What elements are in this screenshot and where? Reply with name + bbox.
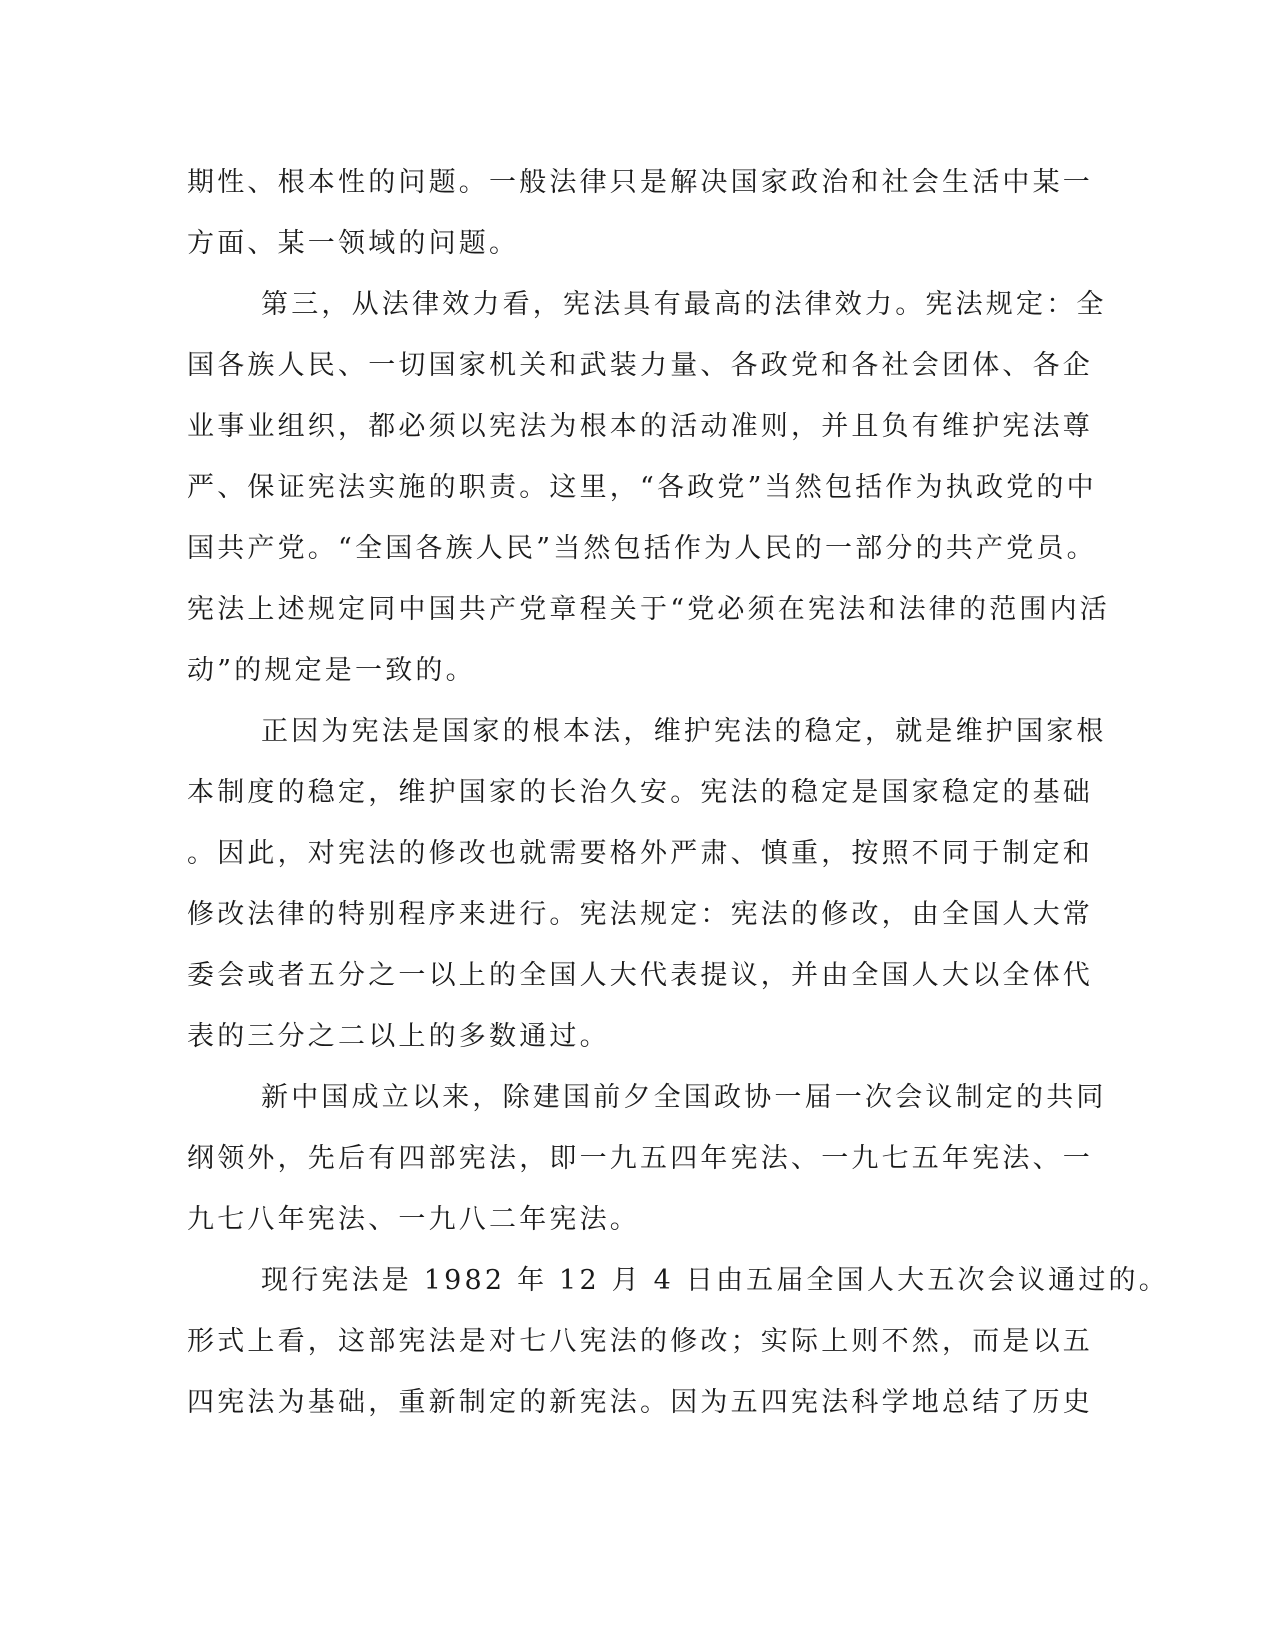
text-line: 新中国成立以来，除建国前夕全国政协一届一次会议制定的共同 bbox=[261, 1082, 1107, 1113]
text-line: 纲领外，先后有四部宪法，即一九五四年宪法、一九七五年宪法、一 bbox=[187, 1143, 1093, 1174]
text-line: 本制度的稳定，维护国家的长治久安。宪法的稳定是国家稳定的基础 bbox=[187, 777, 1093, 808]
text-line: 严、保证宪法实施的职责。这里，“各政党”当然包括作为执政党的中 bbox=[187, 472, 1097, 503]
text-line: 国共产党。“全国各族人民”当然包括作为人民的一部分的共产党员。 bbox=[187, 533, 1097, 564]
text-line: 期性、根本性的问题。一般法律只是解决国家政治和社会生活中某一 bbox=[187, 167, 1093, 198]
text-line: 九七八年宪法、一九八二年宪法。 bbox=[187, 1204, 640, 1235]
text-line: 。因此，对宪法的修改也就需要格外严肃、慎重，按照不同于制定和 bbox=[187, 838, 1093, 869]
text-line: 正因为宪法是国家的根本法，维护宪法的稳定，就是维护国家根 bbox=[261, 716, 1107, 747]
text-line: 动”的规定是一致的。 bbox=[187, 655, 476, 686]
text-line: 修改法律的特别程序来进行。宪法规定：宪法的修改，由全国人大常 bbox=[187, 899, 1093, 930]
text-line: 委会或者五分之一以上的全国人大代表提议，并由全国人大以全体代 bbox=[187, 960, 1093, 991]
text-line: 第三，从法律效力看，宪法具有最高的法律效力。宪法规定：全 bbox=[261, 289, 1107, 320]
text-line: 方面、某一领域的问题。 bbox=[187, 228, 520, 259]
text-line: 业事业组织，都必须以宪法为根本的活动准则，并且负有维护宪法尊 bbox=[187, 411, 1093, 442]
text-line: 形式上看，这部宪法是对七八宪法的修改；实际上则不然，而是以五 bbox=[187, 1326, 1093, 1357]
text-line: 宪法上述规定同中国共产党章程关于“党必须在宪法和法律的范围内活 bbox=[187, 594, 1111, 625]
text-line: 表的三分之二以上的多数通过。 bbox=[187, 1021, 610, 1052]
text-line: 国各族人民、一切国家机关和武装力量、各政党和各社会团体、各企 bbox=[187, 350, 1093, 381]
body-text bbox=[187, 152, 1169, 1433]
text-line: 四宪法为基础，重新制定的新宪法。因为五四宪法科学地总结了历史 bbox=[187, 1387, 1093, 1418]
text-line: 现行宪法是 1982 年 12 月 4 日由五届全国人大五次会议通过的。 bbox=[261, 1265, 1169, 1296]
